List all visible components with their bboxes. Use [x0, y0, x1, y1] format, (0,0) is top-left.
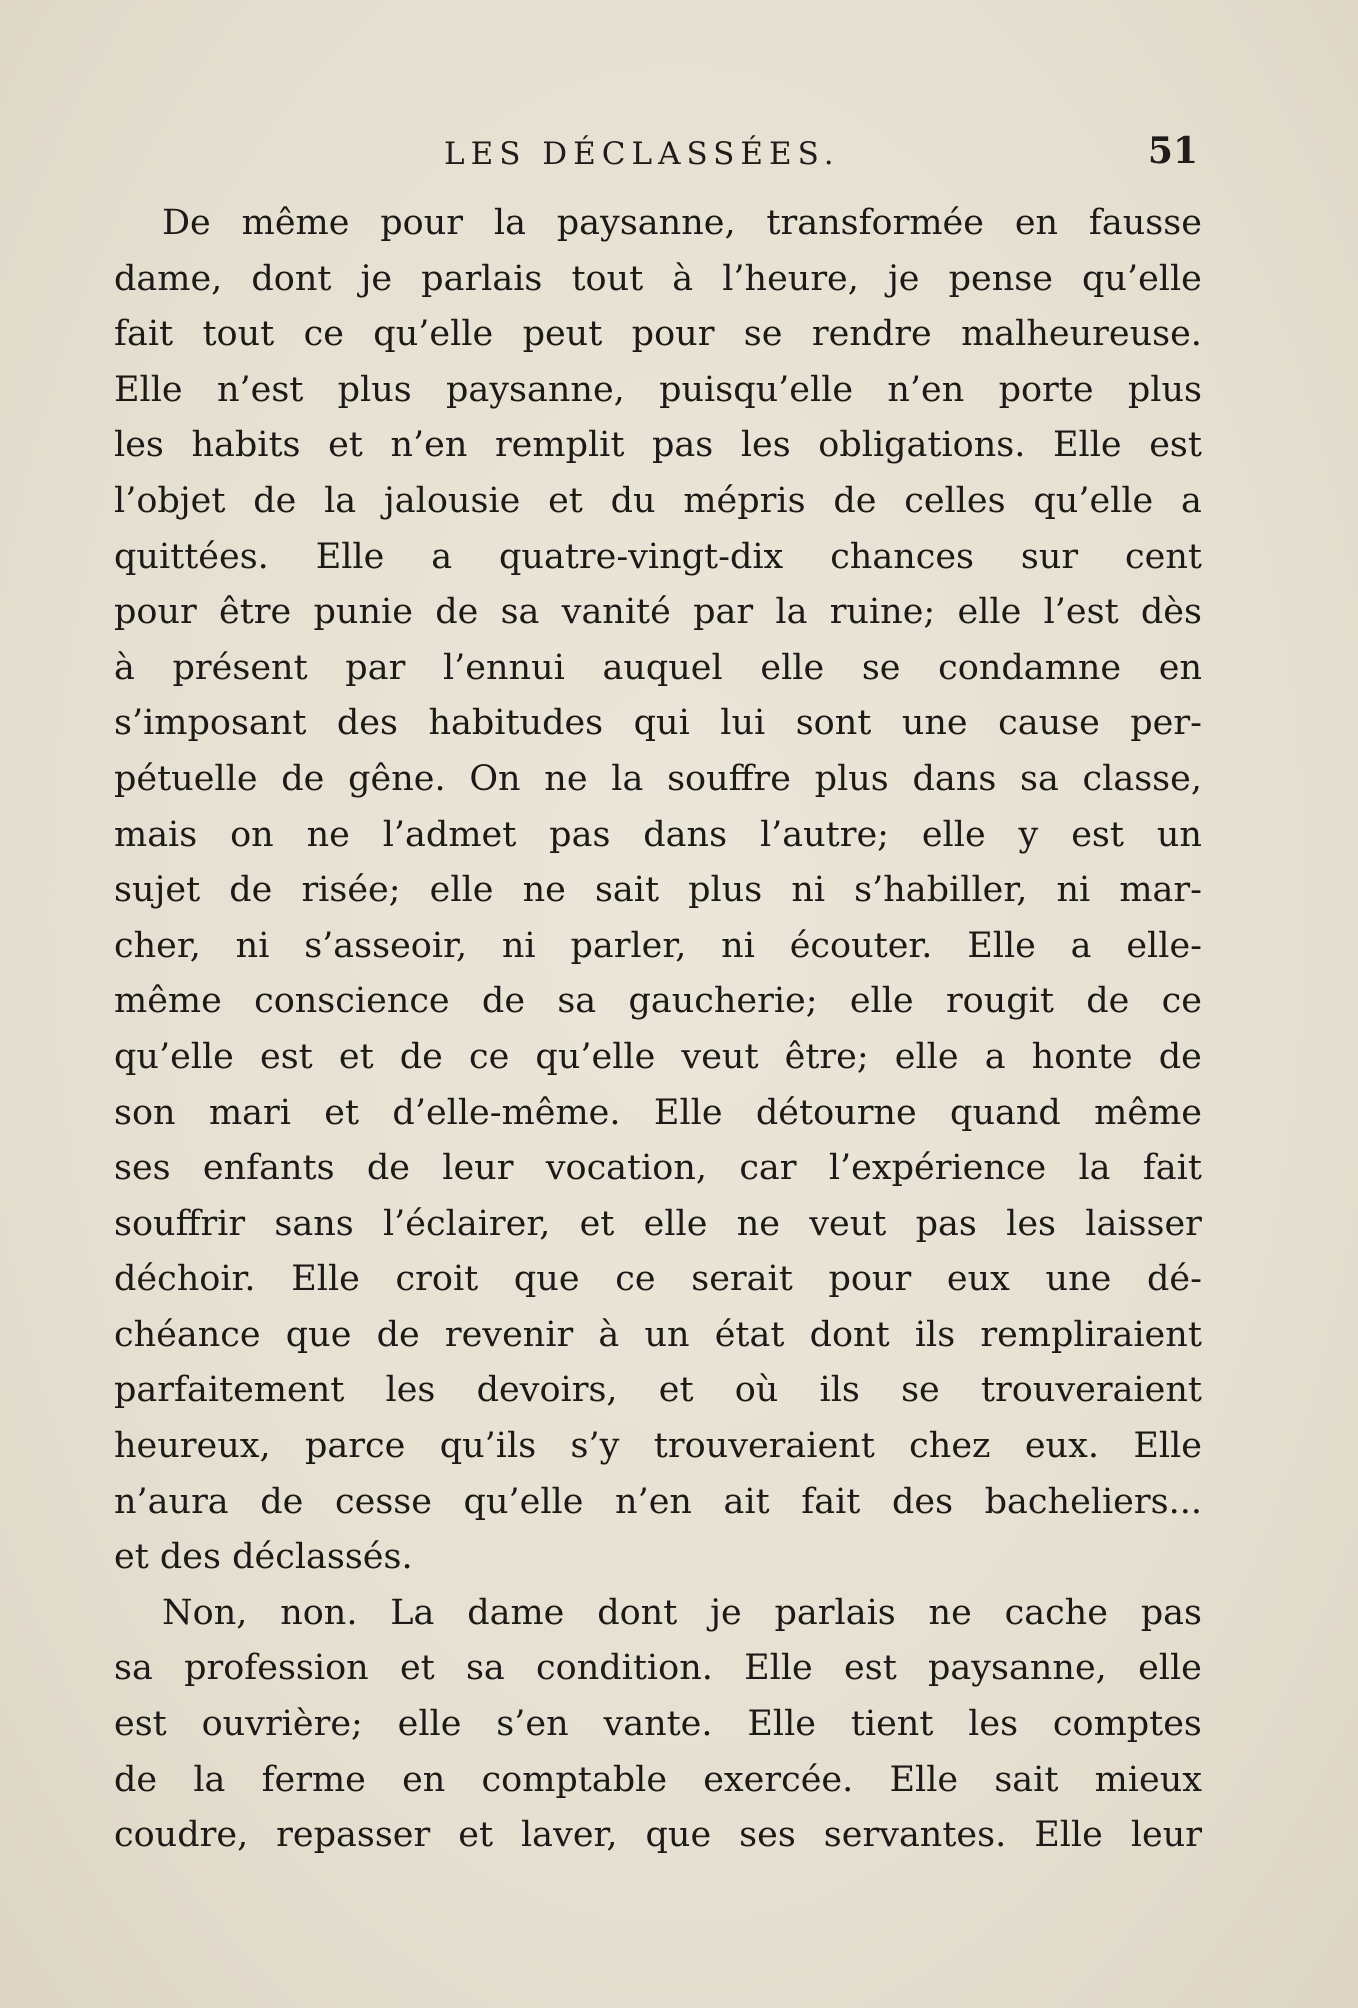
text-line: de la ferme en comptable exercée. Elle sait mieux [114, 1759, 1202, 1800]
text-line: déchoir. Elle croit que ce serait pour eux une dé- [114, 1259, 1202, 1300]
text-line: et des déclassés. [114, 1537, 413, 1578]
running-head: LES DÉCLASSÉES. [444, 136, 840, 172]
text-line: coudre, repasser et laver, que ses servantes. Elle leur [114, 1815, 1202, 1856]
text-line: même conscience de sa gaucherie; elle rougit de ce [114, 981, 1202, 1022]
text-line: ses enfants de leur vocation, car l’expérience la fait [114, 1148, 1202, 1189]
text-line: Non, non. La dame dont je parlais ne cache pas [162, 1592, 1202, 1633]
text-line: les habits et n’en remplit pas les obligations. Elle est [114, 425, 1202, 466]
body-text [114, 196, 1202, 1864]
text-line: fait tout ce qu’elle peut pour se rendre malheureuse. [114, 314, 1202, 355]
text-line: l’objet de la jalousie et du mépris de celles qu’elle a [114, 480, 1202, 521]
text-line: son mari et d’elle-même. Elle détourne quand même [114, 1092, 1202, 1133]
text-line: qu’elle est et de ce qu’elle veut être; elle a honte de [114, 1036, 1202, 1077]
text-line: est ouvrière; elle s’en vante. Elle tient les comptes [114, 1704, 1202, 1745]
text-line: s’imposant des habitudes qui lui sont une cause per- [114, 703, 1202, 744]
text-line: sa profession et sa condition. Elle est paysanne, elle [114, 1648, 1202, 1689]
text-line: mais on ne l’admet pas dans l’autre; elle y est un [114, 814, 1202, 855]
text-line: parfaitement les devoirs, et où ils se trouveraient [114, 1370, 1202, 1411]
text-line: chéance que de revenir à un état dont ils rempliraient [114, 1314, 1202, 1355]
text-line: quittées. Elle a quatre-vingt-dix chances sur cent [114, 536, 1202, 577]
page-header [116, 130, 1200, 180]
text-line: pétuelle de gêne. On ne la souffre plus dans sa classe, [114, 758, 1202, 799]
text-line: à présent par l’ennui auquel elle se condamne en [114, 647, 1202, 688]
text-line: cher, ni s’asseoir, ni parler, ni écouter. Elle a elle- [114, 925, 1202, 966]
text-line: souffrir sans l’éclairer, et elle ne veut pas les laisser [114, 1203, 1202, 1244]
text-line: n’aura de cesse qu’elle n’en ait fait des bacheliers... [114, 1481, 1202, 1522]
text-line: De même pour la paysanne, transformée en fausse [162, 203, 1202, 243]
text-line: sujet de risée; elle ne sait plus ni s’habiller, ni mar- [114, 870, 1202, 911]
text-line: heureux, parce qu’ils s’y trouveraient chez eux. Elle [114, 1426, 1202, 1467]
page-number: 51 [1147, 130, 1198, 172]
text-line: pour être punie de sa vanité par la ruine; elle l’est dès [114, 592, 1202, 633]
text-line: Elle n’est plus paysanne, puisqu’elle n’en porte plus [114, 369, 1202, 410]
text-line: dame, dont je parlais tout à l’heure, je pense qu’elle [114, 258, 1202, 299]
